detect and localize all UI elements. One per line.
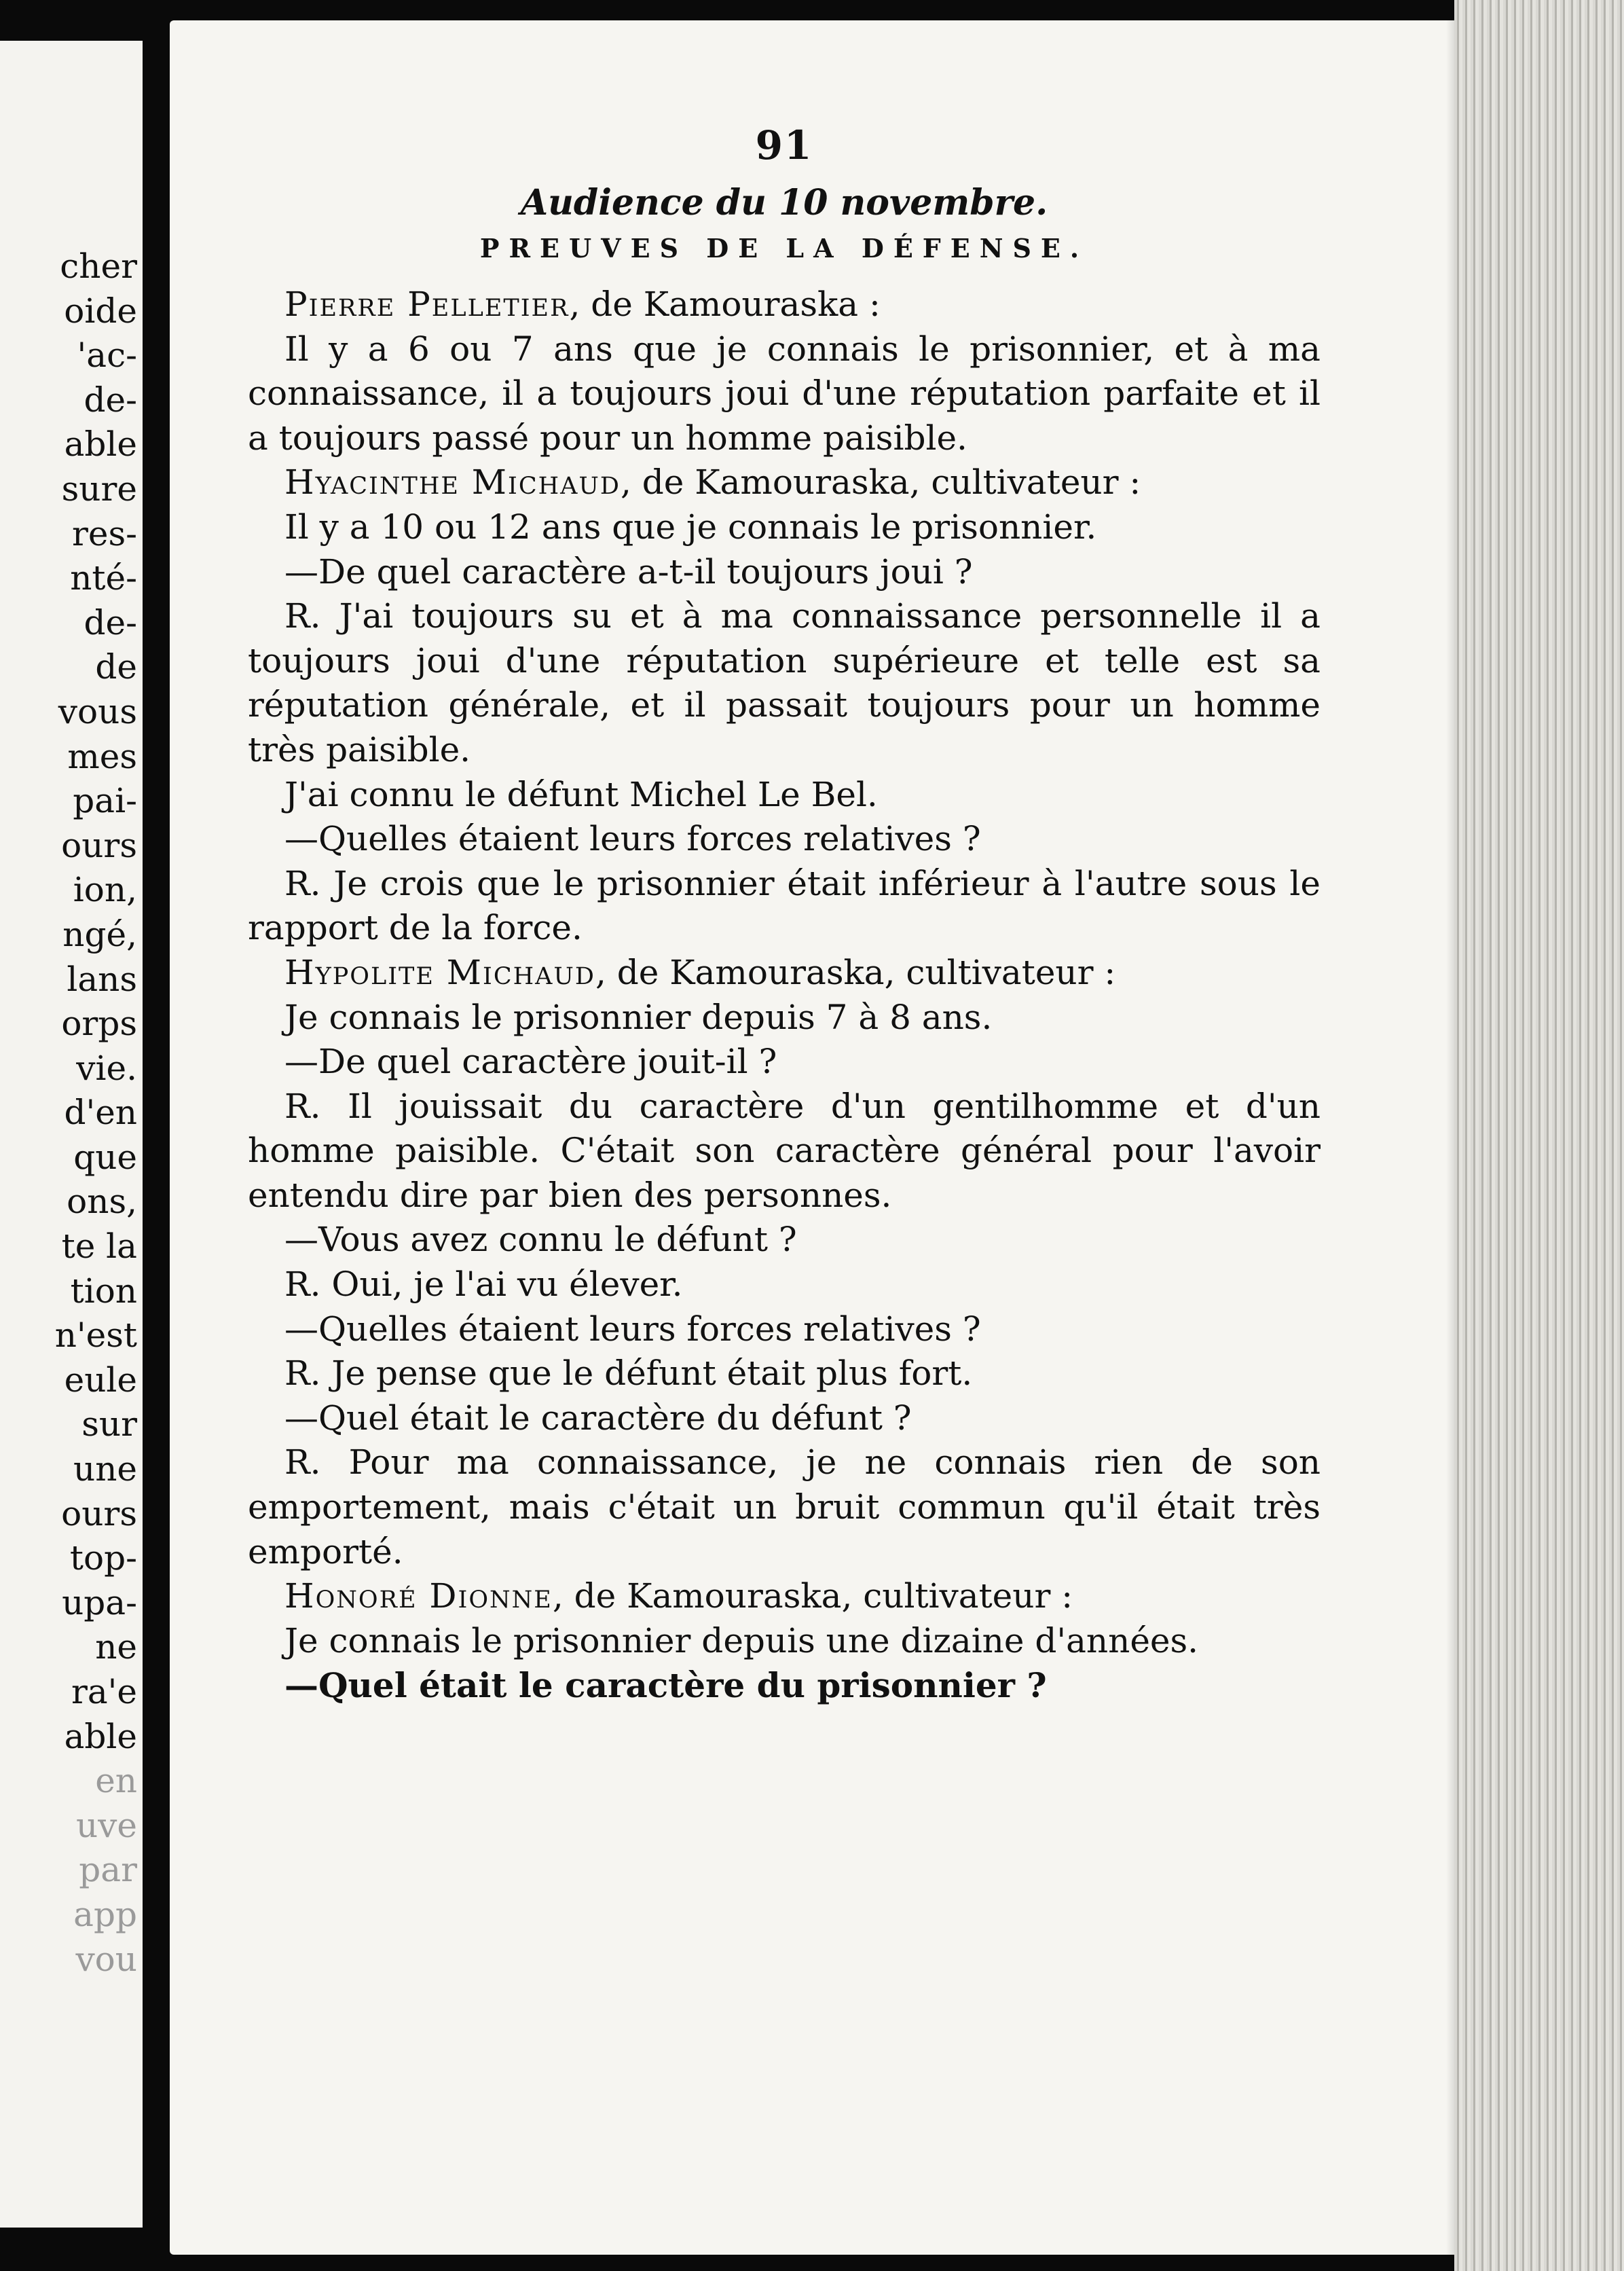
- question-paragraph: —Quel était le caractère du défunt ?: [284, 1398, 912, 1438]
- left-page-fragment: ours: [61, 825, 137, 865]
- question-paragraph: —Quelles étaient leurs forces relatives ?: [284, 1309, 981, 1349]
- left-page-fragment: able: [64, 1716, 137, 1756]
- left-facing-page: [0, 41, 143, 2228]
- left-page-fragment: ne: [95, 1627, 137, 1667]
- witness-origin: , de Kamouraska, cultivateur :: [595, 952, 1116, 992]
- left-page-fragment: de-: [84, 380, 137, 420]
- left-page-fragment: oide: [64, 291, 137, 331]
- testimony-paragraph: Il y a 10 ou 12 ans que je connais le prisonnier.: [284, 507, 1097, 547]
- witness-origin: , de Kamouraska, cultivateur :: [552, 1576, 1073, 1616]
- left-page-fragment: nté-: [70, 558, 137, 598]
- answer-paragraph: R. J'ai toujours su et à ma connaissance personnelle il a toujours joui d'une réputation supérieure et telle est sa réputation générale, et il passait toujours pour un homme très paisible.: [248, 596, 1321, 769]
- session-heading: Audience du 10 novembre.: [520, 182, 1048, 223]
- testimony-paragraph: Il y a 6 ou 7 ans que je connais le prisonnier, et à ma connaissance, il a toujours joui d'une réputation parfaite et il a toujours passé pour un homme paisible.: [248, 329, 1321, 458]
- left-page-fragment: cher: [60, 247, 137, 286]
- left-page-fragment: eule: [64, 1360, 137, 1400]
- question-paragraph: —De quel caractère a-t-il toujours joui ?: [284, 551, 973, 592]
- left-page-text-fragments: [1, 244, 137, 1982]
- left-page-fragment: top-: [69, 1538, 137, 1578]
- witness-origin: , de Kamouraska :: [569, 285, 881, 324]
- left-page-fragment: n'est: [54, 1315, 137, 1356]
- left-page-fragment: une: [73, 1449, 137, 1489]
- left-page-fragment: ngé,: [62, 914, 137, 954]
- witness-heading-dionne: [248, 1574, 1321, 1619]
- left-page-fragment: able: [64, 424, 137, 465]
- body-text: [248, 283, 1321, 1708]
- question-paragraph: —Vous avez connu le défunt ?: [284, 1220, 797, 1260]
- page-content: [248, 122, 1321, 1708]
- left-page-fragment: app: [73, 1894, 137, 1934]
- question-paragraph: —De quel caractère jouit-il ?: [284, 1042, 777, 1082]
- left-page-fragment: vie.: [76, 1048, 137, 1088]
- witness-heading-pelletier: [248, 283, 1321, 327]
- left-page-fragment: res-: [71, 513, 137, 553]
- left-page-fragment: mes: [67, 736, 137, 776]
- left-page-fragment: par: [79, 1850, 137, 1890]
- left-page-fragment: en: [95, 1761, 137, 1801]
- left-page-fragment: sur: [81, 1404, 137, 1445]
- left-page-fragment: ra'e: [71, 1672, 137, 1711]
- left-page-fragment: d'en: [64, 1093, 137, 1133]
- left-page-fragment: de-: [84, 602, 137, 642]
- testimony-paragraph: Je connais le prisonnier depuis une dizaine d'années.: [284, 1620, 1199, 1660]
- book-page-edges: [1454, 0, 1624, 2271]
- left-page-fragment: orps: [61, 1004, 137, 1044]
- left-page-fragment: sure: [61, 469, 137, 509]
- left-page-fragment: vous: [58, 691, 137, 731]
- witness-heading-hypolite-michaud: [248, 951, 1321, 996]
- witness-origin: , de Kamouraska, cultivateur :: [620, 462, 1141, 503]
- left-page-fragment: ours: [61, 1493, 137, 1533]
- witness-name: Honoré Dionne: [284, 1576, 553, 1616]
- left-page-fragment: que: [73, 1137, 137, 1177]
- left-page-fragment: ons,: [67, 1182, 137, 1222]
- answer-paragraph: R. Pour ma connaissance, je ne connais rien de son emportement, mais c'était un bruit commun qu'il était très emporté.: [248, 1442, 1321, 1571]
- question-paragraph: —Quel était le caractère du prisonnier ?: [284, 1665, 1047, 1706]
- witness-heading-hyacinthe-michaud: [248, 460, 1321, 505]
- witness-name: Hyacinthe Michaud: [284, 462, 621, 503]
- testimony-paragraph: Je connais le prisonnier depuis 7 à 8 ans.: [284, 997, 993, 1037]
- question-paragraph: —Quelles étaient leurs forces relatives ?: [284, 819, 981, 859]
- left-page-fragment: upa-: [62, 1582, 137, 1622]
- left-page-fragment: 'ac-: [77, 335, 137, 376]
- left-page-fragment: pai-: [73, 781, 137, 821]
- left-page-fragment: ion,: [73, 870, 137, 910]
- section-heading: PREUVES DE LA DÉFENSE.: [479, 233, 1089, 264]
- testimony-paragraph: J'ai connu le défunt Michel Le Bel.: [284, 774, 878, 814]
- witness-name: Hypolite Michaud: [284, 952, 595, 992]
- answer-paragraph: R. Il jouissait du caractère d'un gentilhomme et d'un homme paisible. C'était son caractère général pour l'avoir entendu dire par bien des personnes.: [248, 1086, 1321, 1215]
- witness-name: Pierre Pelletier: [284, 285, 570, 324]
- book-page: [170, 20, 1480, 2255]
- left-page-fragment: uve: [75, 1805, 137, 1845]
- page-number: 91: [755, 122, 813, 168]
- left-page-fragment: vou: [75, 1939, 137, 1979]
- left-page-fragment: te la: [61, 1227, 137, 1267]
- left-page-fragment: tion: [70, 1271, 137, 1311]
- answer-paragraph: R. Je pense que le défunt était plus fort.: [284, 1353, 973, 1394]
- answer-paragraph: R. Oui, je l'ai vu élever.: [284, 1265, 683, 1305]
- left-page-fragment: lans: [67, 959, 137, 999]
- left-page-fragment: de: [95, 647, 137, 687]
- answer-paragraph: R. Je crois que le prisonnier était inférieur à l'autre sous le rapport de la force.: [248, 863, 1321, 948]
